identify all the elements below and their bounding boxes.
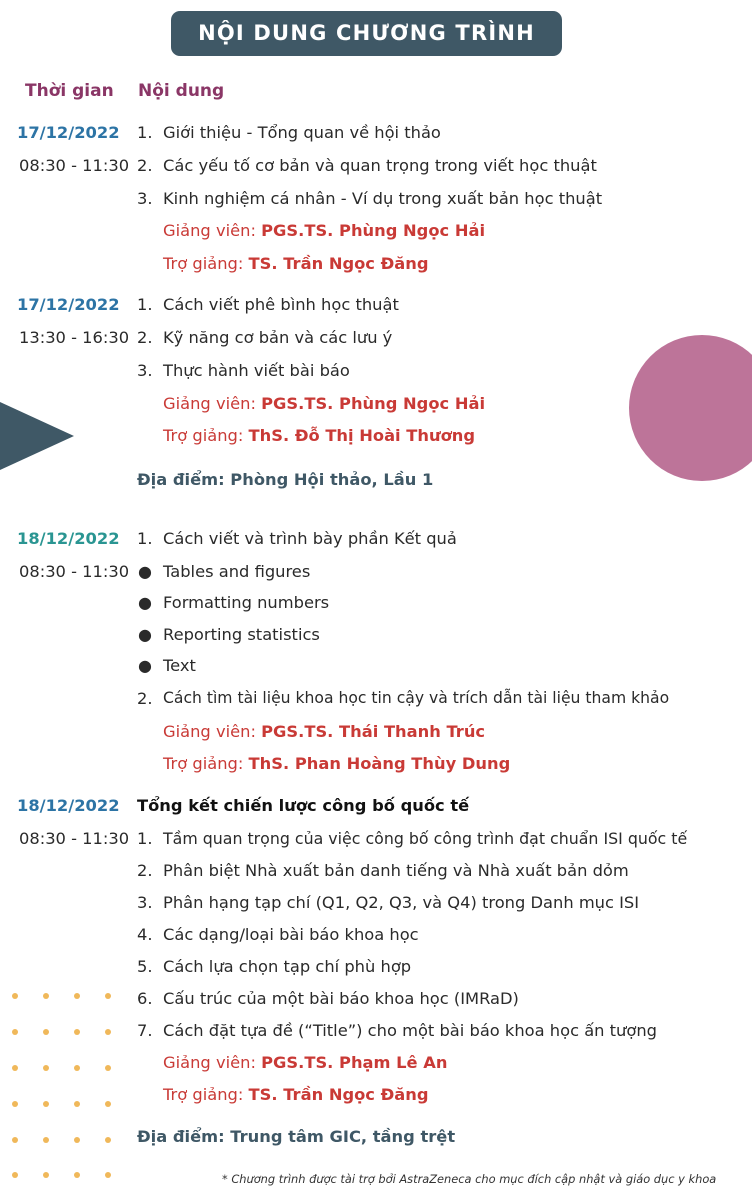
decorative-dot bbox=[43, 1101, 49, 1107]
assistant-label: Trợ giảng: bbox=[163, 254, 244, 273]
session-time: 08:30 - 11:30 bbox=[19, 829, 130, 848]
assistant-name: TS. Trần Ngọc Đăng bbox=[248, 254, 429, 273]
lecturer-label: Giảng viên: bbox=[163, 1053, 256, 1072]
decorative-dot bbox=[105, 1101, 111, 1107]
decorative-dot bbox=[12, 1065, 18, 1071]
list-number: 2. bbox=[137, 861, 153, 880]
decorative-dot bbox=[105, 1137, 111, 1143]
list-number: 6. bbox=[137, 989, 153, 1008]
list-number: 1. bbox=[137, 123, 153, 142]
assistant-name: TS. Trần Ngọc Đăng bbox=[248, 1085, 429, 1104]
location-1: Địa điểm: Phòng Hội thảo, Lầu 1 bbox=[137, 470, 434, 489]
footnote: * Chương trình được tài trợ bởi AstraZeneca cho mục đích cập nhật và giáo dục y khoa bbox=[222, 1172, 717, 1186]
decorative-dot bbox=[12, 993, 18, 999]
list-item: Kỹ năng cơ bản và các lưu ý bbox=[163, 328, 393, 347]
list-item: Cách lựa chọn tạp chí phù hợp bbox=[163, 957, 412, 976]
lecturer-label: Giảng viên: bbox=[163, 722, 256, 741]
session-time: 13:30 - 16:30 bbox=[19, 328, 130, 347]
list-item: Cấu trúc của một bài báo khoa học (IMRaD) bbox=[163, 989, 519, 1008]
header-content: Nội dung bbox=[138, 81, 225, 101]
lecturer-line bbox=[163, 221, 485, 240]
assistant-line bbox=[163, 754, 510, 773]
list-item: Cách tìm tài liệu khoa học tin cậy và trích dẫn tài liệu tham khảo bbox=[163, 689, 670, 707]
list-number: 1. bbox=[137, 829, 153, 848]
assistant-line bbox=[163, 426, 475, 445]
bullet: ● bbox=[138, 593, 152, 612]
decorative-dot bbox=[74, 993, 80, 999]
bullet-item: Reporting statistics bbox=[163, 625, 320, 644]
decorative-dot bbox=[12, 1101, 18, 1107]
decorative-dot bbox=[74, 1172, 80, 1178]
list-number: 3. bbox=[137, 361, 153, 380]
list-number: 1. bbox=[137, 295, 153, 314]
list-item: Phân hạng tạp chí (Q1, Q2, Q3, và Q4) trong Danh mục ISI bbox=[163, 893, 640, 912]
decorative-dot bbox=[74, 1029, 80, 1035]
list-number: 7. bbox=[137, 1021, 153, 1040]
list-number: 5. bbox=[137, 957, 153, 976]
lecturer-name: PGS.TS. Phạm Lê An bbox=[261, 1053, 448, 1072]
session-date: 17/12/2022 bbox=[17, 123, 120, 142]
list-number: 3. bbox=[137, 189, 153, 208]
assistant-line bbox=[163, 1085, 428, 1104]
bullet: ● bbox=[138, 656, 152, 675]
decorative-dot bbox=[74, 1065, 80, 1071]
list-number: 3. bbox=[137, 893, 153, 912]
list-item: Tầm quan trọng của việc công bố công trình đạt chuẩn ISI quốc tế bbox=[163, 829, 688, 848]
page-title: NỘI DUNG CHƯƠNG TRÌNH bbox=[171, 11, 562, 56]
list-item: Các dạng/loại bài báo khoa học bbox=[163, 925, 419, 944]
header-time: Thời gian bbox=[25, 81, 114, 101]
list-item: Thực hành viết bài báo bbox=[163, 361, 350, 380]
list-item: Cách đặt tựa đề (“Title”) cho một bài báo khoa học ấn tượng bbox=[163, 1021, 657, 1040]
decorative-triangle bbox=[0, 402, 74, 470]
lecturer-name: PGS.TS. Thái Thanh Trúc bbox=[261, 722, 486, 741]
list-item: Phân biệt Nhà xuất bản danh tiếng và Nhà xuất bản dỏm bbox=[163, 861, 629, 880]
session-date: 18/12/2022 bbox=[17, 796, 120, 815]
lecturer-name: PGS.TS. Phùng Ngọc Hải bbox=[261, 221, 486, 240]
list-number: 1. bbox=[137, 529, 153, 548]
lecturer-line bbox=[163, 1053, 447, 1072]
list-item: Giới thiệu - Tổng quan về hội thảo bbox=[163, 123, 441, 142]
location-2: Địa điểm: Trung tâm GIC, tầng trệt bbox=[137, 1127, 456, 1146]
assistant-name: ThS. Phan Hoàng Thùy Dung bbox=[248, 754, 511, 773]
lecturer-line bbox=[163, 394, 485, 413]
list-number: 2. bbox=[137, 689, 153, 708]
list-item: Cách viết phê bình học thuật bbox=[163, 295, 399, 314]
bullet-item: Tables and figures bbox=[163, 562, 311, 581]
bullet: ● bbox=[138, 625, 152, 644]
decorative-dot bbox=[43, 1137, 49, 1143]
list-item: Các yếu tố cơ bản và quan trọng trong viết học thuật bbox=[163, 156, 597, 175]
list-number: 4. bbox=[137, 925, 153, 944]
session-date: 18/12/2022 bbox=[17, 529, 120, 548]
bullet: ● bbox=[138, 562, 152, 581]
decorative-dot bbox=[12, 1029, 18, 1035]
list-item: Kinh nghiệm cá nhân - Ví dụ trong xuất bản học thuật bbox=[163, 189, 603, 208]
assistant-label: Trợ giảng: bbox=[163, 754, 244, 773]
assistant-line bbox=[163, 254, 428, 273]
session-date: 17/12/2022 bbox=[17, 295, 120, 314]
decorative-circle bbox=[629, 335, 752, 481]
decorative-dot bbox=[74, 1101, 80, 1107]
list-item: Cách viết và trình bày phần Kết quả bbox=[163, 529, 457, 548]
lecturer-label: Giảng viên: bbox=[163, 221, 256, 240]
session-time: 08:30 - 11:30 bbox=[19, 562, 130, 581]
decorative-dot bbox=[74, 1137, 80, 1143]
assistant-label: Trợ giảng: bbox=[163, 426, 244, 445]
assistant-name: ThS. Đỗ Thị Hoài Thương bbox=[248, 426, 476, 445]
lecturer-line bbox=[163, 722, 485, 741]
list-number: 2. bbox=[137, 156, 153, 175]
session-heading: Tổng kết chiến lược công bố quốc tế bbox=[137, 796, 470, 815]
decorative-dot bbox=[12, 1172, 18, 1178]
lecturer-name: PGS.TS. Phùng Ngọc Hải bbox=[261, 394, 486, 413]
decorative-dot bbox=[105, 1065, 111, 1071]
decorative-dot bbox=[105, 1029, 111, 1035]
decorative-dot bbox=[43, 993, 49, 999]
assistant-label: Trợ giảng: bbox=[163, 1085, 244, 1104]
decorative-dot bbox=[43, 1029, 49, 1035]
session-time: 08:30 - 11:30 bbox=[19, 156, 130, 175]
decorative-dot bbox=[43, 1065, 49, 1071]
bullet-item: Formatting numbers bbox=[163, 593, 330, 612]
decorative-dot bbox=[12, 1137, 18, 1143]
decorative-dot bbox=[105, 993, 111, 999]
list-number: 2. bbox=[137, 328, 153, 347]
lecturer-label: Giảng viên: bbox=[163, 394, 256, 413]
decorative-dot bbox=[43, 1172, 49, 1178]
decorative-dot bbox=[105, 1172, 111, 1178]
bullet-item: Text bbox=[163, 656, 196, 675]
